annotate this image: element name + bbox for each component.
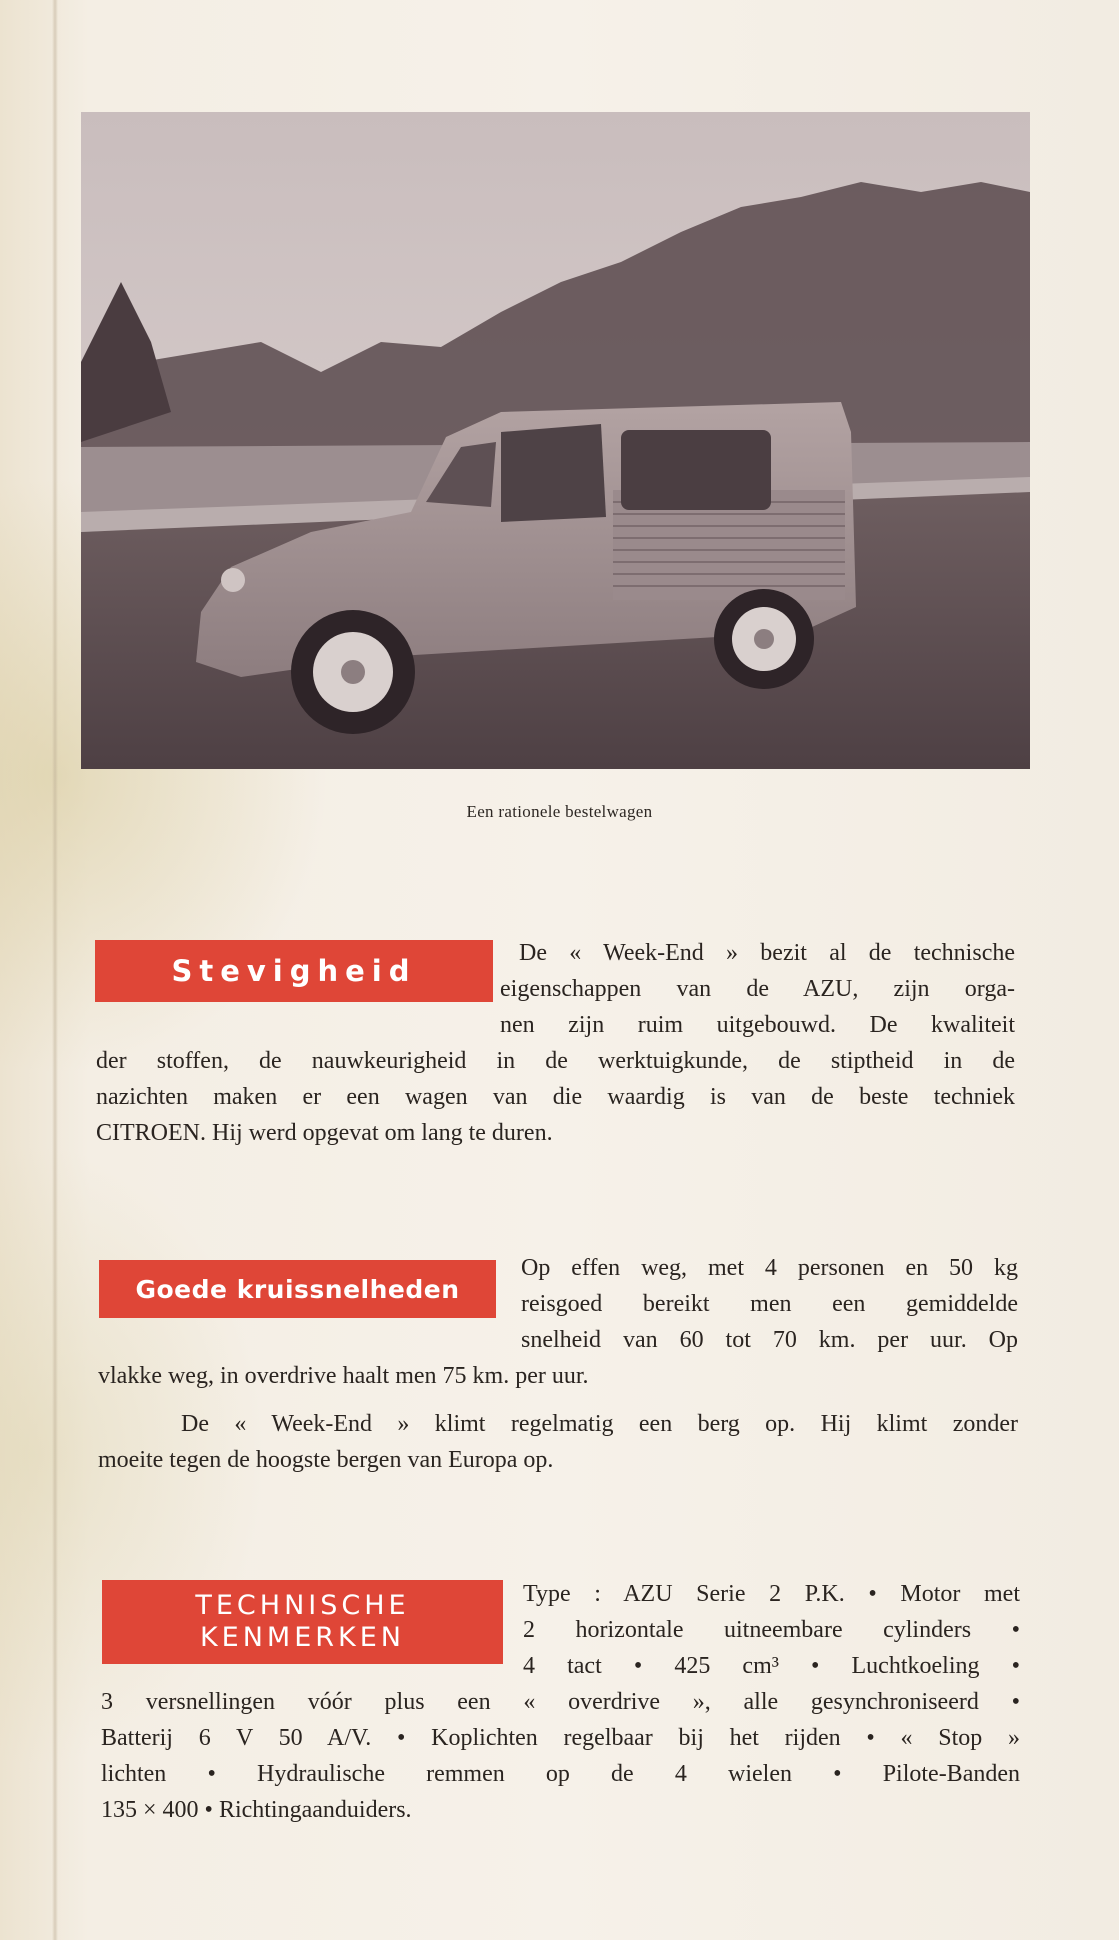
text-line: reisgoed bereikt men een gemiddelde — [521, 1291, 1018, 1317]
text-line: 2 horizontale uitneembare cylinders • — [523, 1617, 1020, 1643]
text-line: CITROEN. Hij werd opgevat om lang te duren. — [96, 1120, 553, 1146]
text-line: snelheid van 60 tot 70 km. per uur. Op — [521, 1327, 1018, 1353]
text-line: lichten • Hydraulische remmen op de 4 wielen • Pilote-Banden — [101, 1761, 1020, 1787]
section-label-technische-kenmerken: TECHNISCHE KENMERKEN — [102, 1580, 503, 1664]
text-line: der stoffen, de nauwkeurigheid in de werktuigkunde, de stiptheid in de — [96, 1048, 1015, 1074]
text-line: nen zijn ruim uitgebouwd. De kwaliteit — [500, 1012, 1015, 1038]
text-line: 4 tact • 425 cm³ • Luchtkoeling • — [523, 1653, 1020, 1679]
text-line: eigenschappen van de AZU, zijn orga- — [500, 976, 1015, 1002]
text-line: Batterij 6 V 50 A/V. • Koplichten regelbaar bij het rijden • « Stop » — [101, 1725, 1020, 1751]
text-line: Op effen weg, met 4 personen en 50 kg — [521, 1255, 1018, 1281]
van-photo — [81, 112, 1030, 769]
text-line: Type : AZU Serie 2 P.K. • Motor met — [523, 1581, 1020, 1607]
text-line: nazichten maken er een wagen van die waardig is van de beste techniek — [96, 1084, 1015, 1110]
text-line: De « Week-End » bezit al de technische — [519, 940, 1015, 966]
text-line: moeite tegen de hoogste bergen van Europa op. — [98, 1447, 554, 1473]
section-label-stevigheid: Stevigheid — [95, 940, 493, 1002]
section-label-kruissnelheden: Goede kruissnelheden — [99, 1260, 496, 1318]
paper-fold — [52, 0, 58, 1940]
text-line: vlakke weg, in overdrive haalt men 75 km. per uur. — [98, 1363, 589, 1389]
text-line: 3 versnellingen vóór plus een « overdrive », alle gesynchroniseerd • — [101, 1689, 1020, 1715]
text-line: 135 × 400 • Richtingaanduiders. — [101, 1797, 412, 1823]
photo-caption: Een rationele bestelwagen — [466, 802, 653, 821]
text-line: De « Week-End » klimt regelmatig een berg op. Hij klimt zonder — [181, 1411, 1018, 1437]
van-photo-icon — [81, 112, 1030, 769]
